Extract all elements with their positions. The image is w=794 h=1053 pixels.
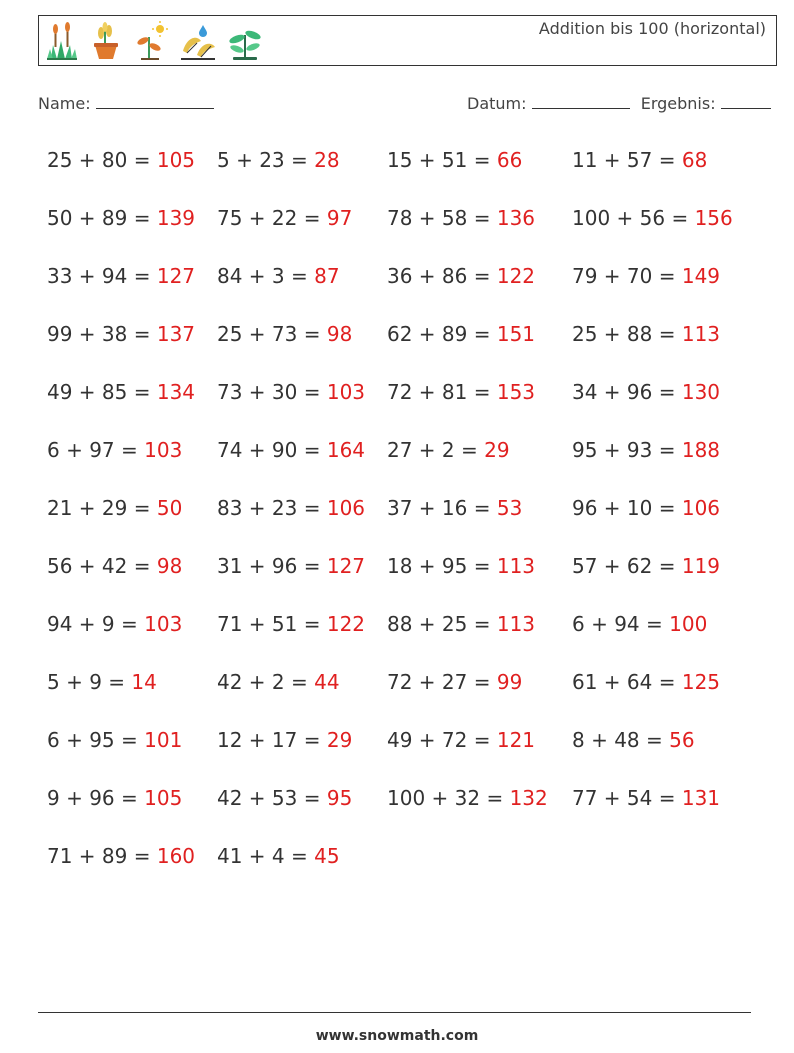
result-line [721,94,771,109]
problem-item [572,322,720,346]
problem-item [217,844,340,868]
problem-expression: 49 + 72 = [387,728,491,752]
problem-expression: 37 + 16 = [387,496,491,520]
plant-water-icon [179,21,217,61]
problem-answer: 188 [681,438,721,462]
problem-item [572,148,707,172]
problem-expression: 12 + 17 = [217,728,321,752]
problem-answer: 132 [509,786,548,810]
problem-expression: 5 + 23 = [217,148,308,172]
problem-item [47,612,182,636]
problem-item [47,322,195,346]
problem-item [47,554,182,578]
problem-expression: 88 + 25 = [387,612,491,636]
problem-expression: 6 + 97 = [47,438,138,462]
problem-answer: 136 [496,206,536,230]
problem-answer: 106 [681,496,721,520]
footer-url: www.snowmath.com [315,1028,479,1044]
problem-item [572,380,720,404]
problem-answer: 125 [681,670,721,694]
plant-grass-icon [45,21,79,61]
problem-answer: 151 [496,322,536,346]
page-title: Addition bis 100 (horizontal) [538,19,766,38]
problem-answer: 68 [681,148,708,172]
problem-item [387,322,535,346]
footer-divider [38,1012,751,1013]
problem-expression: 50 + 89 = [47,206,151,230]
problem-answer: 99 [496,670,523,694]
problem-item [217,554,365,578]
header-box [38,15,777,66]
problem-expression: 9 + 96 = [47,786,138,810]
problem-answer: 28 [314,148,340,172]
date-label: Datum: [467,94,527,113]
problem-answer: 164 [326,438,366,462]
problem-expression: 42 + 53 = [217,786,321,810]
problem-item [387,380,535,404]
problem-item [217,322,352,346]
problem-item [47,786,182,810]
problem-answer: 119 [681,554,721,578]
problem-item [217,148,340,172]
problem-item [387,206,535,230]
problem-expression: 95 + 93 = [572,438,676,462]
problem-item [387,496,522,520]
problem-answer: 95 [326,786,353,810]
problem-answer: 131 [681,786,721,810]
result-label: Ergebnis: [640,94,716,113]
problem-expression: 6 + 94 = [572,612,663,636]
problem-answer: 29 [484,438,510,462]
problem-expression: 27 + 2 = [387,438,478,462]
problem-answer: 103 [144,438,183,462]
problem-answer: 149 [681,264,721,288]
problem-expression: 71 + 51 = [217,612,321,636]
problem-item [572,670,720,694]
problem-answer: 50 [156,496,183,520]
problem-item [217,438,365,462]
problem-item [217,380,365,404]
problem-item [217,728,352,752]
problem-answer: 105 [156,148,196,172]
problem-item [217,206,352,230]
problem-item [387,728,535,752]
problem-answer: 103 [326,380,366,404]
problem-expression: 100 + 56 = [572,206,689,230]
problem-item [47,438,182,462]
problem-expression: 21 + 29 = [47,496,151,520]
problem-answer: 113 [496,612,536,636]
plant-sprout-icon [225,21,265,61]
problem-answer: 139 [156,206,196,230]
problem-item [572,554,720,578]
problem-expression: 8 + 48 = [572,728,663,752]
problem-expression: 18 + 95 = [387,554,491,578]
problem-answer: 113 [681,322,721,346]
problem-answer: 29 [326,728,353,752]
problem-answer: 137 [156,322,196,346]
plant-sun-icon [135,21,169,61]
problem-item [572,206,733,230]
problem-item [47,496,182,520]
problem-expression: 25 + 73 = [217,322,321,346]
problem-answer: 97 [326,206,353,230]
problem-expression: 41 + 4 = [217,844,308,868]
problem-answer: 153 [496,380,536,404]
problem-expression: 78 + 58 = [387,206,491,230]
problem-answer: 160 [156,844,196,868]
problem-expression: 79 + 70 = [572,264,676,288]
problem-item [47,206,195,230]
problem-answer: 98 [326,322,353,346]
problem-expression: 73 + 30 = [217,380,321,404]
problem-answer: 53 [496,496,523,520]
problem-expression: 6 + 95 = [47,728,138,752]
problem-answer: 134 [156,380,196,404]
problem-answer: 87 [314,264,340,288]
problem-item [572,496,720,520]
problem-item [387,264,535,288]
problem-expression: 71 + 89 = [47,844,151,868]
problem-item [572,438,720,462]
problem-item [47,264,195,288]
problem-expression: 77 + 54 = [572,786,676,810]
problem-answer: 121 [496,728,536,752]
problem-expression: 62 + 89 = [387,322,491,346]
problem-answer: 113 [496,554,536,578]
problem-expression: 75 + 22 = [217,206,321,230]
name-field [38,94,214,113]
problem-item [572,612,707,636]
problem-answer: 105 [144,786,183,810]
problem-answer: 130 [681,380,721,404]
problem-expression: 36 + 86 = [387,264,491,288]
problem-item [217,612,365,636]
problem-expression: 94 + 9 = [47,612,138,636]
problem-answer: 66 [496,148,523,172]
problem-expression: 15 + 51 = [387,148,491,172]
problem-expression: 42 + 2 = [217,670,308,694]
name-label: Name: [38,94,91,113]
problem-expression: 31 + 96 = [217,554,321,578]
problem-expression: 11 + 57 = [572,148,676,172]
problem-expression: 49 + 85 = [47,380,151,404]
problem-answer: 45 [314,844,340,868]
problem-item [572,728,695,752]
problem-item [47,380,195,404]
problem-answer: 122 [496,264,536,288]
problem-item [217,786,352,810]
problem-item [387,148,522,172]
problem-expression: 84 + 3 = [217,264,308,288]
problem-expression: 25 + 80 = [47,148,151,172]
problem-item [387,438,510,462]
problem-expression: 99 + 38 = [47,322,151,346]
problem-expression: 34 + 96 = [572,380,676,404]
problem-expression: 5 + 9 = [47,670,126,694]
problem-expression: 72 + 27 = [387,670,491,694]
problem-item [217,264,340,288]
problem-item [572,786,720,810]
problem-answer: 156 [694,206,733,230]
problem-item [572,264,720,288]
plant-pot-icon [91,21,121,61]
problem-expression: 61 + 64 = [572,670,676,694]
problem-answer: 56 [669,728,695,752]
problem-expression: 33 + 94 = [47,264,151,288]
name-line [96,94,214,109]
problem-item [217,496,365,520]
problem-item [47,728,182,752]
problem-expression: 56 + 42 = [47,554,151,578]
problem-answer: 98 [156,554,183,578]
date-line [532,94,630,109]
problem-answer: 103 [144,612,183,636]
problem-expression: 96 + 10 = [572,496,676,520]
problem-expression: 83 + 23 = [217,496,321,520]
problem-item [47,670,157,694]
problem-item [387,554,535,578]
problem-expression: 25 + 88 = [572,322,676,346]
problem-item [47,148,195,172]
problem-answer: 100 [669,612,708,636]
problem-answer: 44 [314,670,340,694]
problem-expression: 100 + 32 = [387,786,504,810]
problem-answer: 127 [156,264,196,288]
problem-answer: 101 [144,728,183,752]
problem-item [47,844,195,868]
problem-expression: 57 + 62 = [572,554,676,578]
problem-item [387,786,548,810]
problem-answer: 14 [131,670,157,694]
problem-expression: 74 + 90 = [217,438,321,462]
date-field [467,94,771,113]
problem-expression: 72 + 81 = [387,380,491,404]
problem-answer: 106 [326,496,366,520]
problem-item [217,670,340,694]
problem-item [387,612,535,636]
problem-answer: 127 [326,554,366,578]
problem-answer: 122 [326,612,366,636]
problem-item [387,670,522,694]
